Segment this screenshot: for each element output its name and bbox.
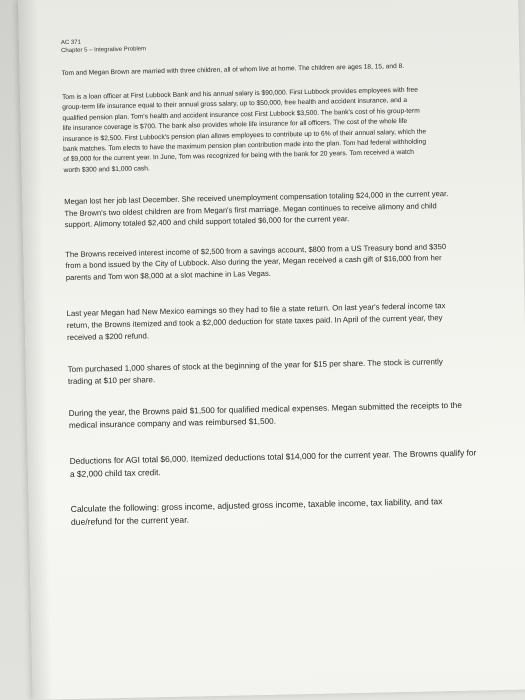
- paper-edge-shadow: [18, 0, 53, 700]
- paragraph-tom-employment: Tom is a loan officer at First Lubbock Bank and his annual salary is $90,000. First Lubbock provides employees with free group-term life insurance equal to their annual gross salary, up to $50,000, free health and accident insurance, and a qualified pension plan. Tom's health and accident insurance cost First Lubbock $3,500. The bank's cost of his group-term life insurance coverage is $700. The bank also provides whole life insurance for all officers. The cost of the whole life insurance is $2,500. First Lubbock's pension plan allows employees to contribute up to 6% of their annual salary, which the bank matches. Tom elects to have the maximum pension plan contribution made into the plan. Tom had federal withholding of $9,000 for the current year. In June, Tom was recognized for being with the bank for 20 years. Tom received a watch worth $300 and $1,000 cash.: [61, 86, 427, 174]
- paper-sheet: [18, 0, 525, 700]
- paragraph-calculation-task: Calculate the following: gross income, adjusted gross income, taxable income, tax liability, and tax due/refund for the current year.: [70, 496, 443, 528]
- paragraph-interest-income: The Browns received interest income of $2,500 from a savings account, $800 from a US Treasury bond and $350 from a bond issued by the City of Lubbock. Also during the year, Megan received a cash gift of $16,000 from her parents and Tom won $8,000 at a slot machine in Las Vegas.: [65, 241, 447, 282]
- paragraph-medical-expenses: During the year, the Browns paid $1,500 for qualified medical expenses. Megan submitted the receipts to the medical insurance company and was reimbursed $1,500.: [68, 400, 462, 431]
- paragraph-megan-income: Megan lost her job last December. She received unemployment compensation totaling $24,000 in the current year. The Brown's two oldest children are from Megan's first marriage. Megan continues to receive alimony and child support. Alimony totaled $2,400 and child support totaled $6,000 for the current year.: [64, 189, 449, 230]
- paragraph-deductions: Deductions for AGI total $6,000. Itemized deductions total $14,000 for the current year. The Browns qualify for a $2,000 child tax credit.: [69, 447, 477, 479]
- chapter-title: Chapter 5 – Integrative Problem: [61, 46, 147, 55]
- paragraph-stock-purchase: Tom purchased 1,000 shares of stock at the beginning of the year for $15 per share. The stock is currently trading at $10 per share.: [67, 356, 443, 386]
- course-code: AC 371: [60, 39, 81, 47]
- document-content: [61, 31, 481, 530]
- paragraph-intro: Tom and Megan Brown are married with three children, all of whom live at home. The children are ages 18, 15, and 8.: [61, 62, 405, 78]
- paragraph-state-refund: Last year Megan had New Mexico earnings so they had to file a state return. On last year's federal income tax return, the Browns itemized and took a $2,000 deduction for state taxes paid. In April of the current year, they received a $200 refund.: [66, 300, 446, 342]
